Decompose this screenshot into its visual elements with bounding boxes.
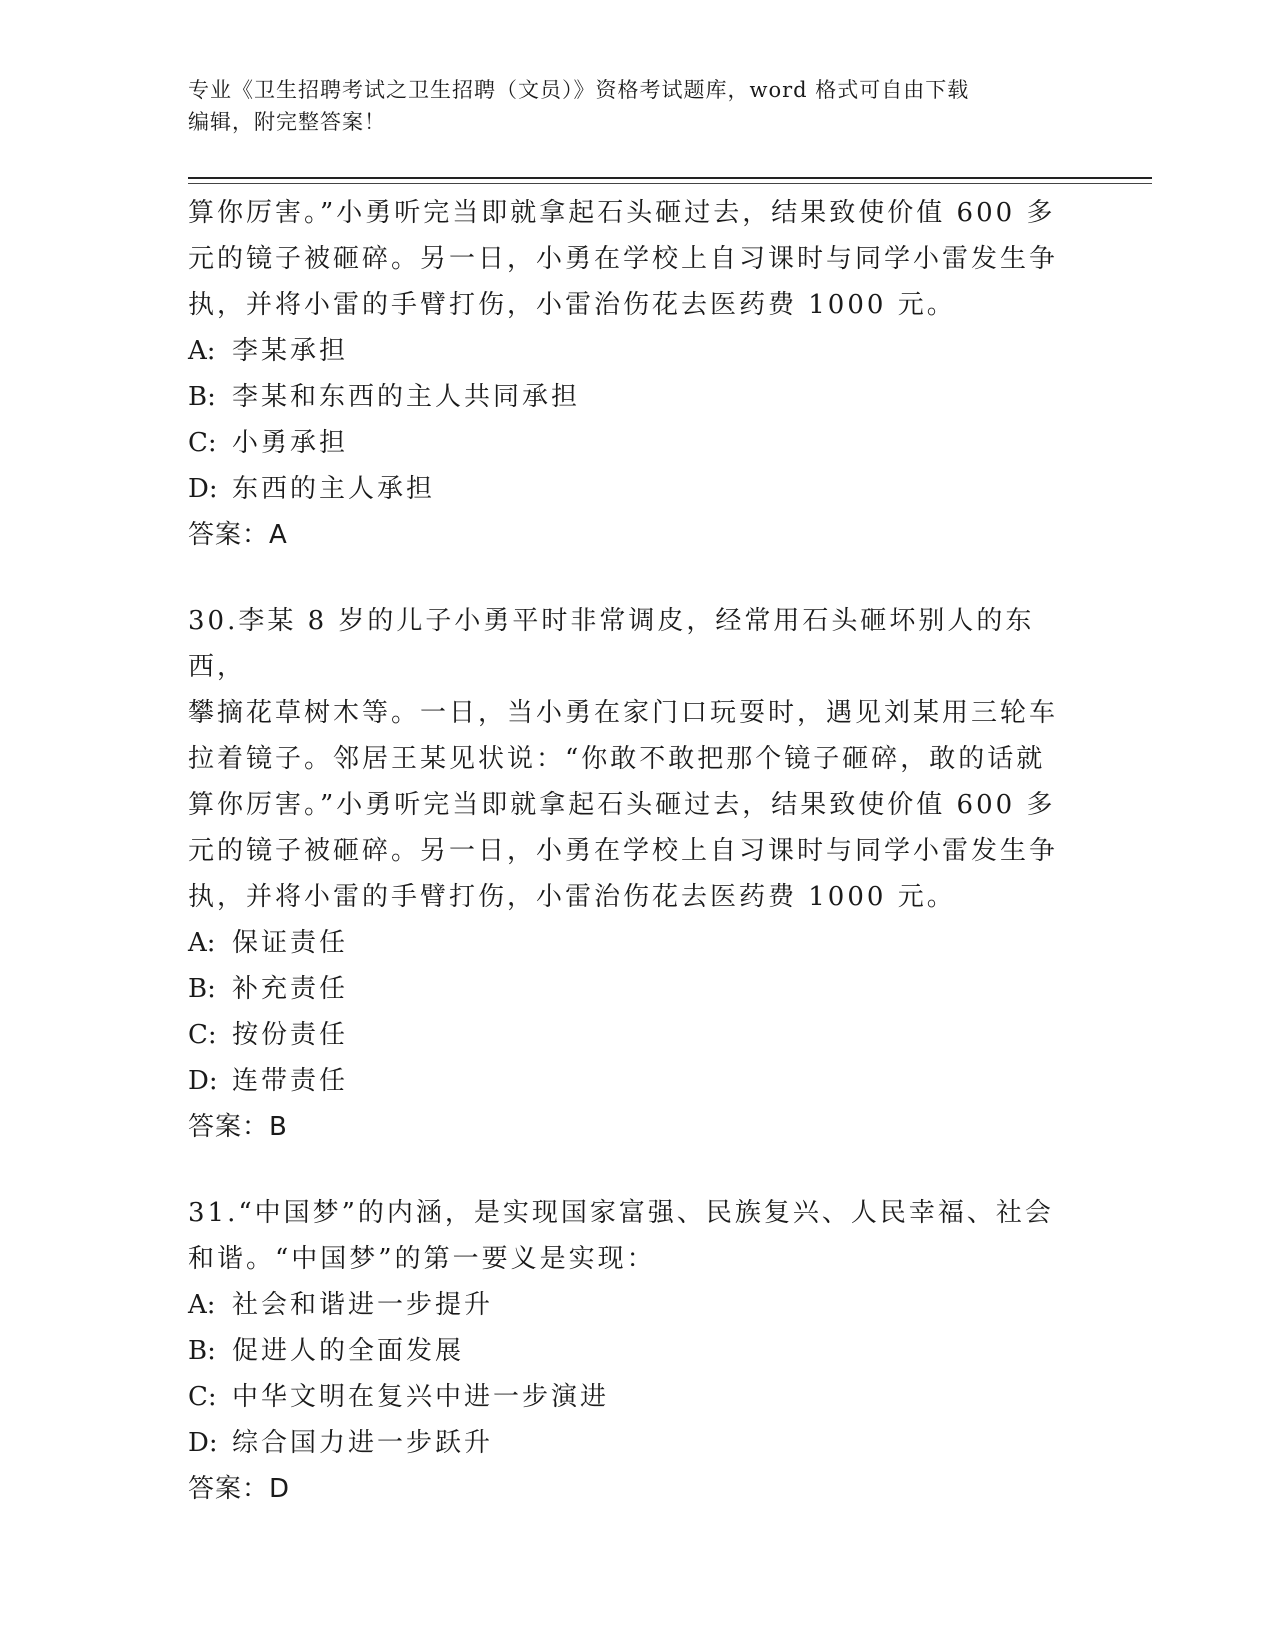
header-divider <box>188 177 1152 179</box>
option-text: 保证责任 <box>232 928 349 958</box>
option-text: 李某和东西的主人共同承担 <box>232 382 581 412</box>
option-b <box>188 374 1088 420</box>
option-b <box>188 966 1088 1012</box>
option-key: B: <box>188 1336 216 1366</box>
option-d <box>188 466 1088 512</box>
option-key: A: <box>188 928 216 958</box>
option-d <box>188 1058 1088 1104</box>
option-c <box>188 1012 1088 1058</box>
option-key: C: <box>188 1382 217 1412</box>
option-text: 中华文明在复兴中进一步演进 <box>232 1382 610 1412</box>
header-divider <box>188 183 1152 184</box>
option-key: B: <box>188 974 216 1004</box>
option-key: C: <box>188 1020 217 1050</box>
question-line: 元的镜子被砸碎。另一日，小勇在学校上自习课时与同学小雷发生争 <box>188 244 1059 274</box>
option-a <box>188 328 1088 374</box>
option-a <box>188 920 1088 966</box>
option-text: 连带责任 <box>232 1066 349 1096</box>
option-key: A: <box>188 1290 216 1320</box>
option-key: D: <box>188 1428 218 1458</box>
header-line: 编辑，附完整答案！ <box>188 110 386 134</box>
option-key: D: <box>188 474 218 504</box>
option-text: 小勇承担 <box>232 428 349 458</box>
question-block <box>188 190 1088 558</box>
question-line: 30.李某 8 岁的儿子小勇平时非常调皮，经常用石头砸坏别人的东西， <box>188 606 1035 682</box>
answer-line: 答案：B <box>188 1112 288 1142</box>
answer-line: 答案：D <box>188 1474 291 1504</box>
option-text: 社会和谐进一步提升 <box>232 1290 494 1320</box>
option-c <box>188 1374 1088 1420</box>
option-key: A: <box>188 336 216 366</box>
option-text: 补充责任 <box>232 974 349 1004</box>
header-line: 专业《卫生招聘考试之卫生招聘（文员）》资格考试题库，word 格式可自由下载 <box>188 78 970 102</box>
option-text: 促进人的全面发展 <box>232 1336 465 1366</box>
question-line: 算你厉害。”小勇听完当即就拿起石头砸过去，结果致使价值 600 多 <box>188 198 1056 228</box>
answer-line: 答案：A <box>188 520 288 550</box>
question-line: 执，并将小雷的手臂打伤，小雷治伤花去医药费 1000 元。 <box>188 882 956 912</box>
option-text: 综合国力进一步跃升 <box>232 1428 494 1458</box>
page-header <box>188 74 1088 138</box>
option-key: D: <box>188 1066 218 1096</box>
option-d <box>188 1420 1088 1466</box>
option-b <box>188 1328 1088 1374</box>
question-line: 元的镜子被砸碎。另一日，小勇在学校上自习课时与同学小雷发生争 <box>188 836 1059 866</box>
document-body <box>188 190 1088 1512</box>
question-line: 和谐。“中国梦”的第一要义是实现： <box>188 1244 656 1274</box>
question-line: 算你厉害。”小勇听完当即就拿起石头砸过去，结果致使价值 600 多 <box>188 790 1056 820</box>
question-line: 攀摘花草树木等。一日，当小勇在家门口玩耍时，遇见刘某用三轮车 <box>188 698 1059 728</box>
option-key: B: <box>188 382 216 412</box>
question-block <box>188 1190 1088 1512</box>
option-text: 李某承担 <box>232 336 349 366</box>
option-key: C: <box>188 428 217 458</box>
question-line: 31.“中国梦”的内涵，是实现国家富强、民族复兴、人民幸福、社会 <box>188 1198 1054 1228</box>
option-a <box>188 1282 1088 1328</box>
question-line: 执，并将小雷的手臂打伤，小雷治伤花去医药费 1000 元。 <box>188 290 956 320</box>
question-line: 拉着镜子。邻居王某见状说：“你敢不敢把那个镜子砸碎，敢的话就 <box>188 744 1046 774</box>
question-block <box>188 598 1088 1150</box>
option-c <box>188 420 1088 466</box>
option-text: 按份责任 <box>232 1020 349 1050</box>
option-text: 东西的主人承担 <box>232 474 436 504</box>
